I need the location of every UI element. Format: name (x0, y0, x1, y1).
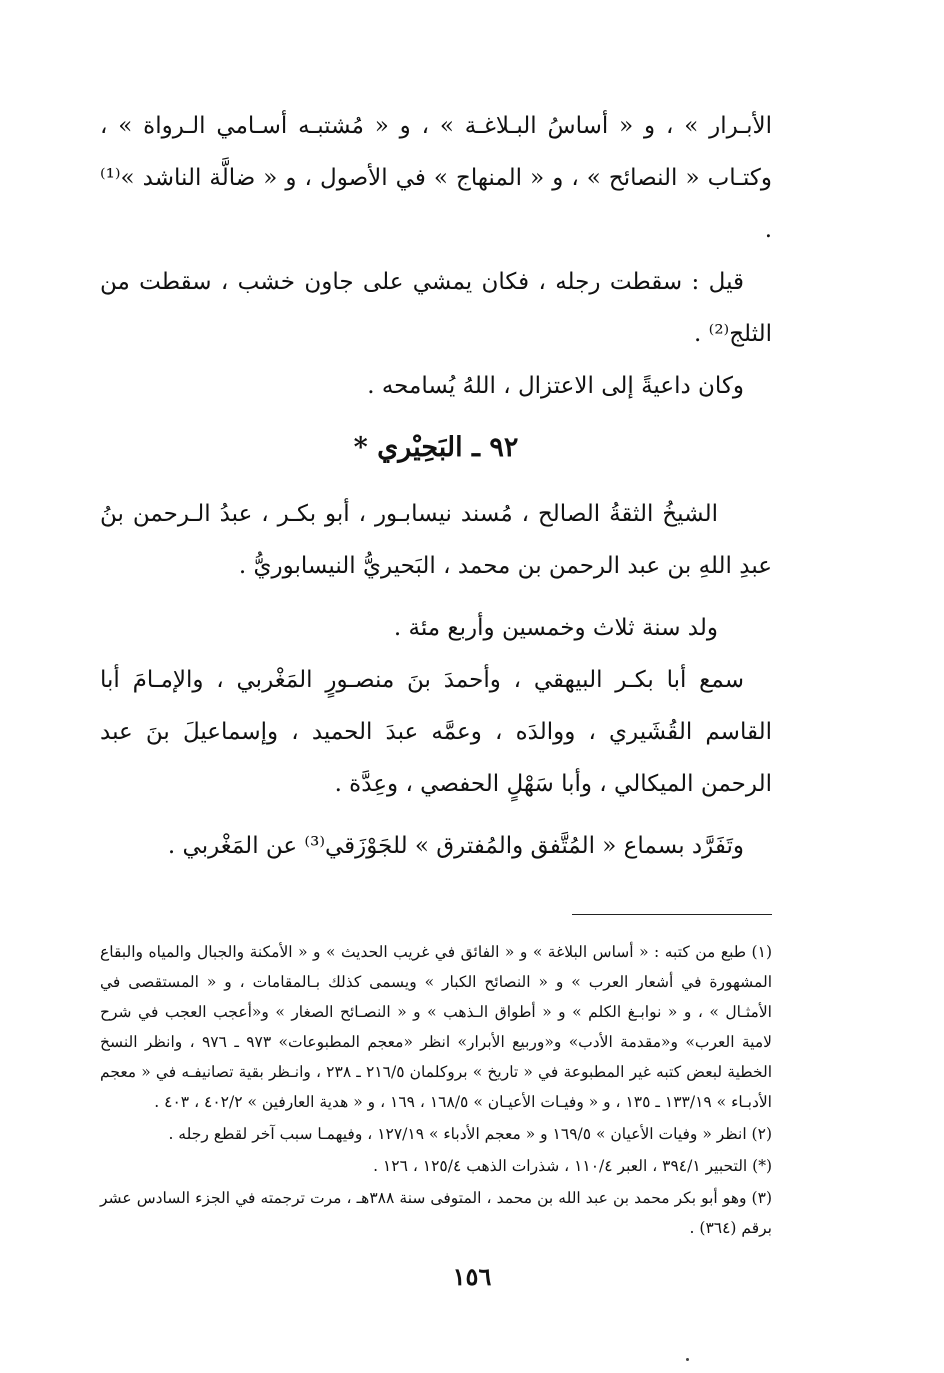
page-number: ١٥٦ (452, 1262, 492, 1291)
footnote-star: (*) التحبير ٣٩٤/١ ، العبر ١١٠/٤ ، شذرات الذهب ١٢٥/٤ ، ١٢٦ . (373, 1157, 772, 1175)
footnote-3: (٣) وهو أبو بكر محمد بن عبد الله بن محمد ، المتوفى سنة ٣٨٨هـ ، مرت ترجمته في الجزء السادس عشر برقم (٣٦٤) . (100, 1189, 772, 1237)
scan-speck (686, 1358, 689, 1361)
footnote-1: (١) طبع من كتبه : « أساس البلاغة » و « الفائق في غريب الحديث » و « الأمكنة والجبال والمياه والبقاع المشهورة في أشعار العرب » و « النصائح الكبار » ويسمى كذلك بـالمقامات ، و « المستقصى في الأمثـال » ، و « نوابـغ الكلم » و « أطواق الـذهب » و « النصـائح الصغار » و«أعجب العجب في شرح لامية العرب» و«مقدمة الأدب» و«وربيع الأبرار» انظر «معجم المطبوعات» ٩٧٣ ـ ٩٧٦ ، وانظر النسخ الخطية لبعض كتبه غير المطبوعة في « تاريخ » بروكلمان ٢١٦/٥ ـ ٢٣٨ ، وانـظر بقية تصانيفـه في « معجم الأدبـاء » ١٣٣/١٩ ـ ١٣٥ ، و « وفيـات الأعيـان » ١٦٨/٥ ، ١٦٩ ، و « هدية العارفين » ٤٠٢/٢ ، ٤٠٣ . (100, 943, 772, 1111)
paragraph-leg: قيل : سقطت رجله ، فكان يمشي على جاون خشب ، سقطت من الثلج⁽²⁾ . (100, 269, 772, 347)
paragraph-bio: الشيخُ الثقةُ الصالح ، مُسند نيسابـور ، أبو بكـر ، عبدُ الـرحمن بنُ عبدِ اللهِ بن عبد الرحمن بن محمد ، البَحيريُّ النيسابوريُّ . (100, 501, 772, 579)
paragraph-birth: ولد سنة ثلاث وخمسين وأربع مئة . (393, 615, 718, 641)
footnote-2: (٢) انظر « وفيات الأعيان » ١٦٩/٥ و « معجم الأدباء » ١٢٧/١٩ ، وفيهمـا سبب آخر لقطع رجله . (168, 1125, 772, 1143)
paragraph-unique: وتَفَرَّد بسماع « المُتَّفق والمُفترق » للجَوْزَقي⁽³⁾ عن المَغْربي . (167, 833, 744, 859)
paragraph-mutazila: وكان داعيةً إلى الاعتزال ، اللهُ يُسامحه . (367, 373, 744, 399)
paragraph-teachers: سمع أبا بكـر البيهقي ، وأحمدَ بنَ منصـورٍ المَغْربي ، والإمـامَ أبا القاسم القُشَيري ، ووالدَه ، وعمَّه عبدَ الحميد ، وإسماعيلَ بنَ عبد الرحمن الميكالي ، وأبا سَهْلٍ الحفصي ، وعِدَّة . (100, 667, 772, 797)
paragraph-works: الأبـرار » ، و « أساسُ البـلاغـة » ، و « مُشتبـه أسـامي الـرواة » ، وكتـاب « النصائح » ، و « المنهاج » في الأصول ، و « ضالَّة الناشد »⁽¹⁾ . (100, 113, 772, 243)
page-body (100, 100, 772, 1243)
entry-heading: ٩٢ ـ البَحِيْري * (353, 432, 519, 463)
footnote-divider (572, 914, 772, 915)
